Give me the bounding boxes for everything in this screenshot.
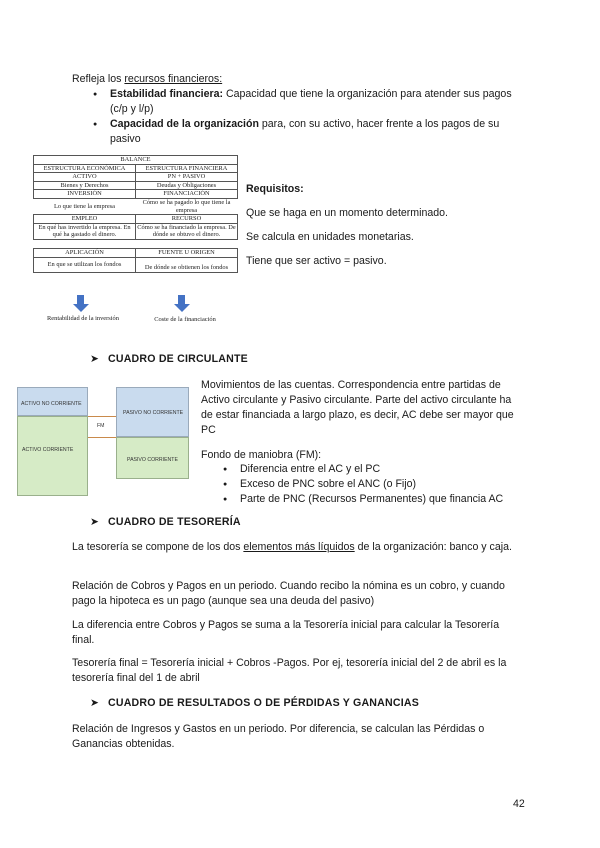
bal-right-7: FUENTE U ORIGEN (136, 248, 238, 257)
tesoreria-p3: La diferencia entre Cobros y Pagos se suma a la Tesorería inicial para calcular la Tesorería final. (72, 619, 500, 646)
bal-left-0: ESTRUCTURA ECONÓMICA (34, 164, 136, 173)
bal-right-2: Deudas y Obligaciones (136, 181, 238, 190)
heading-circulante: ➤ CUADRO DE CIRCULANTE (90, 353, 248, 365)
arrow-bullet-icon: ➤ (90, 353, 100, 365)
arrow-bullet-icon: ➤ (90, 516, 100, 528)
arrow-head-icon-right (174, 304, 190, 312)
tesoreria-p2: Relación de Cobros y Pagos en un periodo. Cuando recibo la nómina es un cobro, y cuando pago la hipoteca es un pago (aunque sea una deuda del pasivo) (72, 580, 505, 607)
requisito-3: Tiene que ser activo = pasivo. (246, 255, 387, 267)
bal-right-0: ESTRUCTURA FINANCIERA (136, 164, 238, 173)
arrow-bullet-icon: ➤ (90, 697, 100, 709)
bal-right-1: PN + PASIVO (136, 173, 238, 182)
balance-title: BALANCE (34, 156, 238, 165)
page-number: 42 (513, 798, 525, 810)
bal-right-8: De dónde se obtienen los fondos (136, 257, 238, 272)
requisito-2: Se calcula en unidades monetarias. (246, 231, 414, 243)
bal-left-5: EMPLEO (34, 215, 136, 224)
fm-item-1: ● Diferencia entre el AC y el PC (220, 462, 530, 477)
tesoreria-p4: Tesorería final = Tesorería inicial + Cobros -Pagos. Por ej, tesorería inicial del 2 de abril es la tesorería final del 1 de abril (72, 657, 507, 684)
fm-label: FM (97, 423, 105, 429)
resultados-p1: Relación de Ingresos y Gastos en un periodo. Por diferencia, se calculan las Pérdidas o Ganancias obtenidas. (72, 723, 485, 750)
bal-left-9: Rentabilidad de la inversión (47, 315, 119, 322)
bal-right-6: Cómo se ha financiado la empresa. De dónde se obtuvo el dinero. (137, 223, 236, 239)
bal-left-6: En qué has invertido la empresa. En qué ha gastado el dinero. (34, 223, 136, 239)
bal-left-7: APLICACIÓN (34, 248, 136, 257)
bal-right-4: Cómo se ha pagado lo que tiene la empresa (142, 198, 231, 214)
box-pasivo-corriente: PASIVO CORRIENTE (116, 437, 189, 479)
bal-left-4: Lo que tiene la empresa (53, 202, 116, 210)
intro-line (72, 72, 222, 87)
arrow-head-icon-left (73, 304, 89, 312)
fm-line-bottom (88, 437, 116, 438)
box-activo-corriente: ACTIVO CORRIENTE (17, 416, 88, 496)
heading-resultados: ➤ CUADRO DE RESULTADOS O DE PÉRDIDAS Y GANANCIAS (90, 697, 419, 709)
box-activo-no-corriente: ACTIVO NO CORRIENTE (17, 387, 88, 416)
fm-title: Fondo de maniobra (FM): (201, 449, 322, 461)
bal-right-3: FINANCIACIÓN (136, 190, 238, 199)
bullet-capacidad: ● Capacidad de la organización para, con su activo, hacer frente a los pagos de su pasivo (90, 117, 530, 147)
tesoreria-p1: La tesorería se compone de los dos elementos más líquidos de la organización: banco y caja. (72, 541, 512, 553)
balance-table (33, 155, 238, 273)
bal-right-5: RECURSO (136, 215, 238, 224)
requisitos-title: Requisitos: (246, 183, 304, 195)
bullet-estabilidad: ● Estabilidad financiera: Capacidad que tiene la organización para atender sus pagos (c/p y l/p) (90, 87, 530, 117)
bal-left-8: En que se utilizan los fondos (34, 257, 136, 272)
bal-left-2: Bienes y Derechos (34, 181, 136, 190)
circulante-text: Movimientos de las cuentas. Correspondencia entre partidas de Activo circulante y Pasivo circulante. Parte del activo circulante ha de estar financiada a largo plazo, es decir, AC debe ser mayor que PC (201, 379, 514, 436)
heading-tesoreria: ➤ CUADRO DE TESORERÍA (90, 516, 241, 528)
fm-item-2: ● Exceso de PNC sobre el ANC (o Fijo) (220, 477, 530, 492)
bullet-list (90, 87, 530, 147)
fm-item-3: ● Parte de PNC (Recursos Permanentes) que financia AC (220, 492, 530, 507)
bal-left-1: ACTIVO (34, 173, 136, 182)
intro-prefix: Refleja los (72, 73, 125, 85)
bal-right-9: Coste de la financiación (154, 316, 216, 323)
intro-link: recursos financieros: (124, 73, 223, 85)
requisito-1: Que se haga en un momento determinado. (246, 207, 449, 219)
bal-left-3: INVERSIÓN (34, 190, 136, 199)
fm-line-top (88, 416, 116, 417)
fm-list (220, 462, 530, 507)
box-pasivo-no-corriente: PASIVO NO CORRIENTE (116, 387, 189, 437)
